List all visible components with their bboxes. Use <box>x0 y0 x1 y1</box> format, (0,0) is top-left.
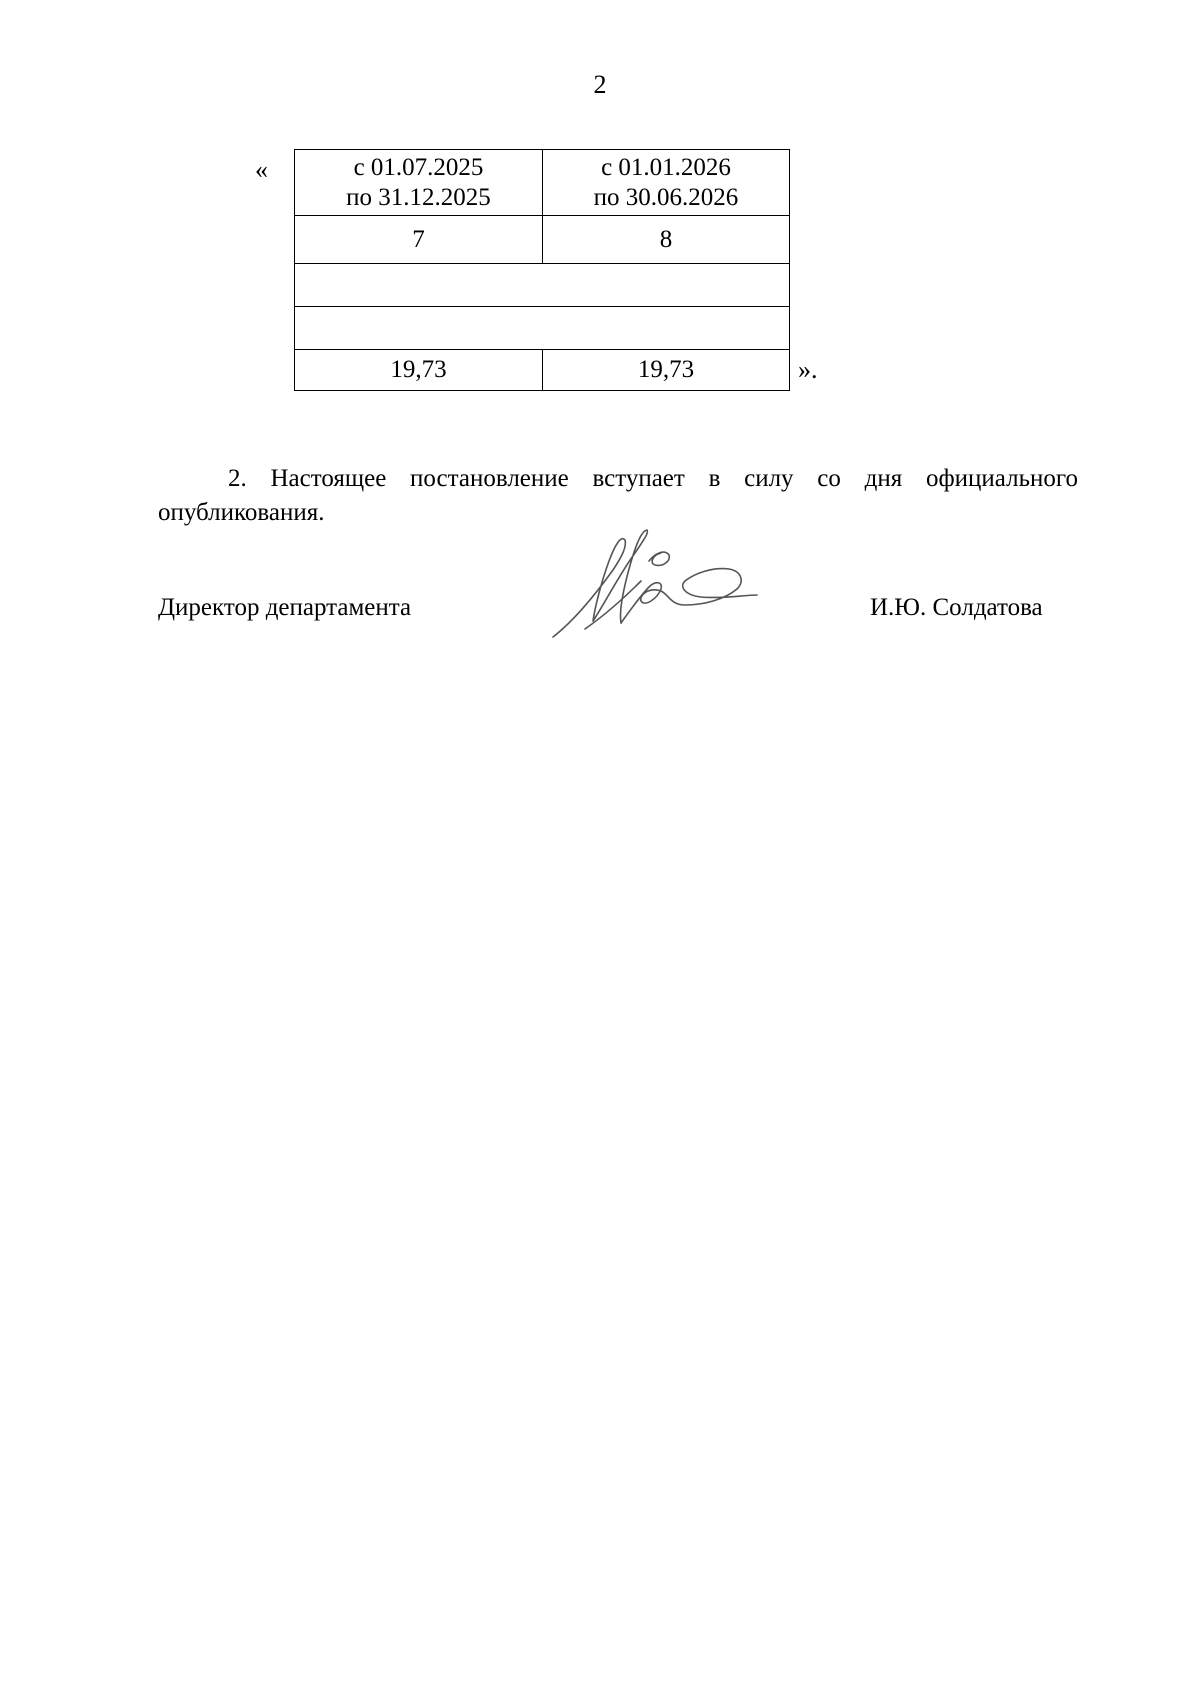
period-1-end: по 31.12.2025 <box>346 183 491 211</box>
page-number: 2 <box>593 70 607 99</box>
paragraph-number: 2. <box>228 465 247 492</box>
period-cell-1 <box>295 150 543 216</box>
paragraph-text: Настоящее постановление вступает в силу со дня официального опубликования. <box>158 465 1078 526</box>
empty-row-2 <box>295 307 790 350</box>
rates-table <box>294 149 790 391</box>
opening-quote: « <box>255 155 268 184</box>
value-cell-1: 19,73 <box>295 350 543 391</box>
table-header-row <box>295 150 790 216</box>
period-cell-2 <box>543 150 790 216</box>
empty-cell-2 <box>295 307 790 350</box>
value-cell-2: 19,73 <box>543 350 790 391</box>
handwritten-signature <box>545 525 765 645</box>
closing-quote: ». <box>798 355 818 384</box>
period-1-start: с 01.07.2025 <box>353 153 484 181</box>
column-number-8: 8 <box>543 216 790 264</box>
signatory-name: И.Ю. Солдатова <box>870 594 1043 621</box>
column-number-7: 7 <box>295 216 543 264</box>
effective-date-paragraph <box>158 462 1078 530</box>
empty-row-1 <box>295 264 790 307</box>
value-row <box>295 350 790 391</box>
period-2-start: с 01.01.2026 <box>601 153 731 181</box>
empty-cell-1 <box>295 264 790 307</box>
period-2-end: по 30.06.2026 <box>593 183 739 211</box>
column-number-row <box>295 216 790 264</box>
signatory-position: Директор департамента <box>158 594 412 621</box>
